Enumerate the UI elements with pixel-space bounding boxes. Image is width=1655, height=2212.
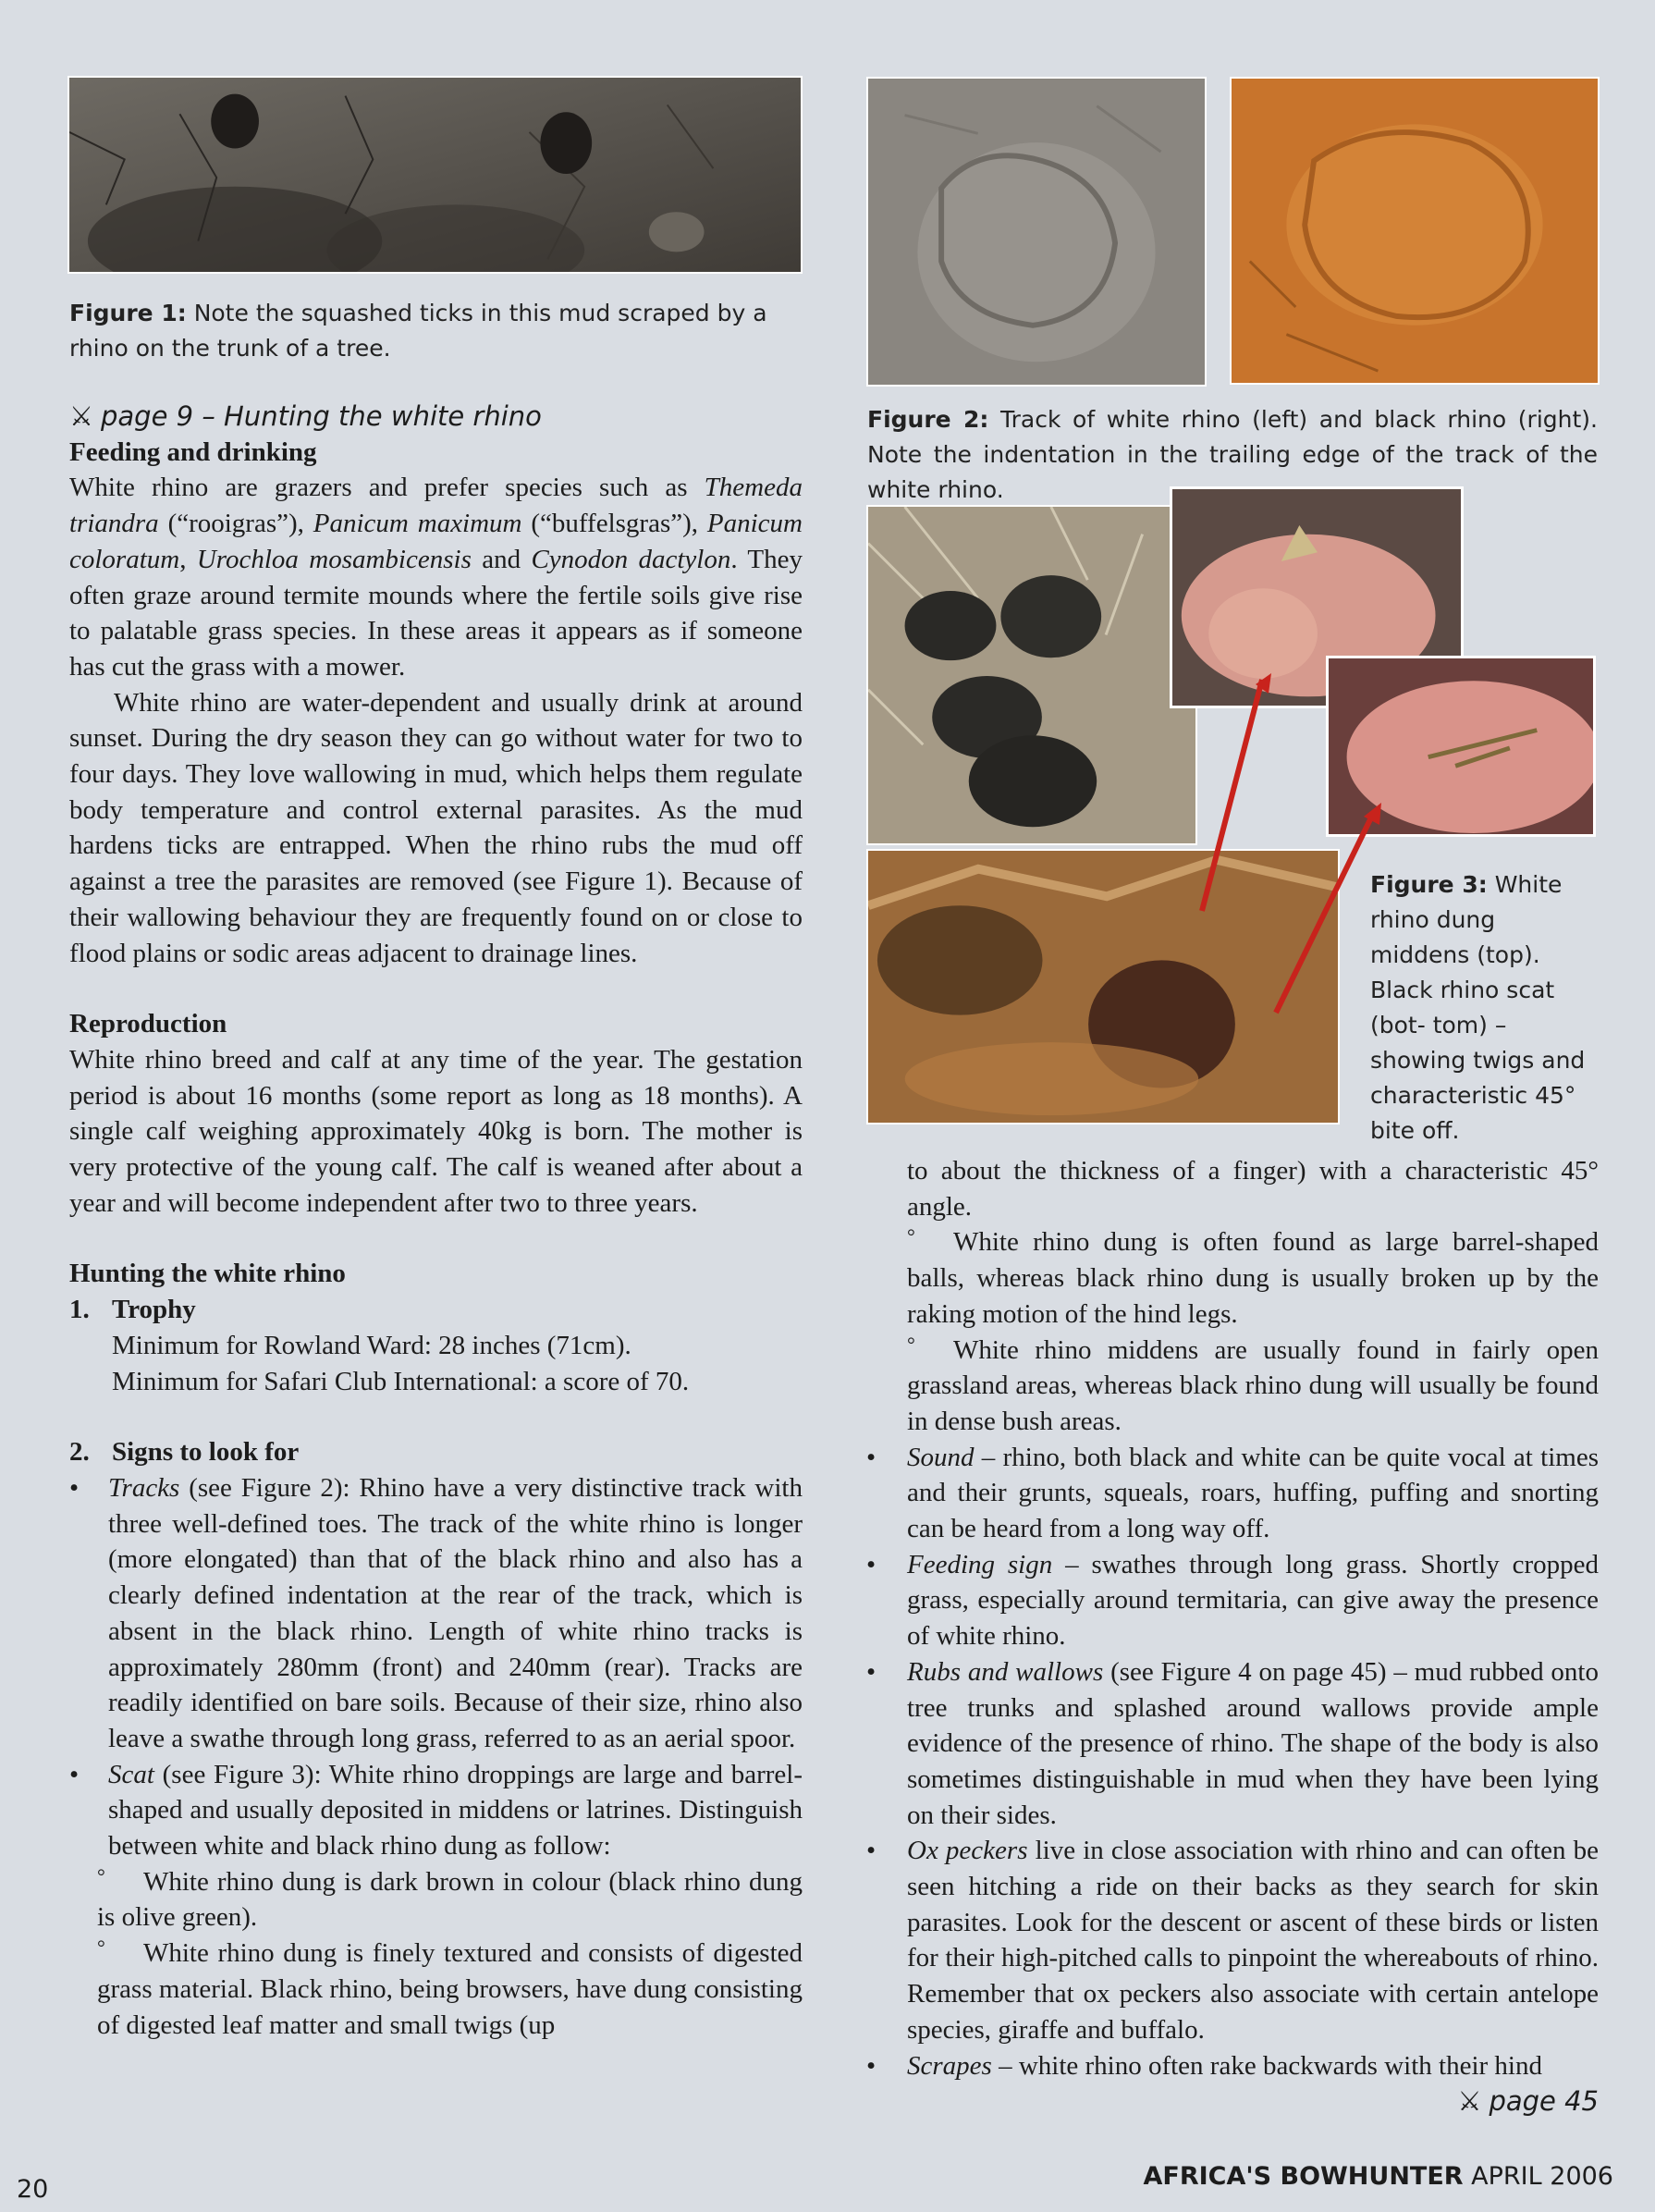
- feeding-heading: Feeding and drinking: [69, 436, 317, 467]
- figure-1-text: Note the squashed ticks in this mud scraped by a rhino on the trunk of a tree.: [69, 300, 767, 362]
- continued-to-link[interactable]: ⚔ page 45: [1457, 2085, 1599, 2118]
- magazine-issue: APRIL 2006: [1471, 2162, 1613, 2191]
- left-column: [69, 399, 803, 2043]
- archer-icon: ⚔: [69, 400, 93, 432]
- scat-sub-colour: ° White rhino dung is dark brown in colour (black rhino dung is olive green).: [97, 1863, 803, 1933]
- feeding-paragraph-2: White rhino are water-dependent and usually drink at around sunset. During the dry season they can go without water for two to four days. They love wallowing in mud, which helps them regulate body temperature and control external parasites. As the mud hardens ticks are entrapped. When the rhino rubs the mud off against a tree the parasites are removed (see Figure 1). Because of their wallowing behaviour they are frequently found on or close to flood plains or sodic areas adjacent to drainage lines.: [69, 687, 803, 968]
- figure-2-text: Track of white rhino (left) and black rhino (right). Note the indentation in the trailing edge of the track of the white rhino.: [867, 406, 1598, 503]
- figure-3-label: Figure 3:: [1370, 871, 1488, 898]
- bullet-ox-peckers: • Ox peckers live in close association with rhino and can often be seen hitching a ride on their backs as they search for skin parasites. Look for the descent or ascent of these birds or listen for their high-pitched calls to pinpoint the whereabouts of rhino. Remember that ox peckers also associate with certain antelope species, giraffe and buffalo.: [866, 1836, 1599, 2045]
- bullet-feeding-sign: • Feeding sign – swathes through long grass. Shortly cropped grass, especially around termitaria, can give away the presence of white rhino.: [866, 1549, 1599, 1652]
- page-number: 20: [17, 2175, 49, 2204]
- trophy-heading: 1. Trophy: [69, 1295, 196, 1325]
- trophy-sci: Minimum for Safari Club International: a score of 70.: [112, 1366, 690, 1396]
- figure-2-white-rhino-track-photo: [866, 77, 1207, 387]
- bullet-sound: • Sound – rhino, both black and white can be quite vocal at times and their grunts, squeals, roars, huffing, puffing and snorting can be heard from a long way off.: [866, 1442, 1599, 1544]
- bullet-tracks: • Tracks (see Figure 2): Rhino have a very distinctive track with three well-defined toes. The track of the white rhino is longer (more elongated) than that of the black rhino and also has a clearly defined indentation at the rear of the track, which is absent in the black rhino. Length of white rhino tracks is approximately 280mm (front) and 240mm (rear). Tracks are readily identified on bare soils. Because of their size, rhino also leave a swathe through long grass, referred to as an aerial spoor.: [69, 1472, 803, 1753]
- figure-2-caption: [867, 402, 1598, 508]
- trophy-rowland-ward: Minimum for Rowland Ward: 28 inches (71cm).: [112, 1330, 631, 1360]
- bullet-scrapes: • Scrapes – white rhino often rake backwards with their hind: [866, 2050, 1542, 2081]
- right-column: [866, 1153, 1599, 2120]
- figure-1-caption: [69, 296, 809, 366]
- scat-sub-texture: ° White rhino dung is finely textured and consists of digested grass material. Black rhino, being browsers, have dung consisting of digested leaf matter and small twigs (up: [97, 1936, 803, 2040]
- hunting-heading: Hunting the white rhino: [69, 1259, 346, 1289]
- scat-sub-middens: ° White rhino middens are usually found in fairly open grassland areas, whereas black rhino dung will usually be found in dense bush areas.: [907, 1332, 1599, 1436]
- feeding-paragraph-1: White rhino are grazers and prefer species such as Themeda triandra (“rooigras”), Panicum maximum (“buffelsgras”), Panicum coloratum, Urochloa mosambicensis and Cynodon dactylon. They often graze around termite mounds where the fertile soils give rise to palatable grass species. In these areas it appears as if someone has cut the grass with a mower.: [69, 473, 803, 682]
- figure-3-dung-midden-photo: [866, 505, 1197, 845]
- figure-1-photo: [67, 76, 803, 274]
- magazine-name: AFRICA'S BOWHUNTER: [1143, 2162, 1464, 2191]
- figure-3-pointer-arrows: [1183, 666, 1396, 1017]
- figure-3-text: White rhino dung middens (top). Black rhino scat (bot- tom) – showing twigs and characteristic 45° bite off.: [1370, 871, 1586, 1144]
- scat-sub-shape: ° White rhino dung is often found as large barrel-shaped balls, whereas black rhino dung is usually broken up by the raking motion of the hind legs.: [907, 1224, 1599, 1329]
- figure-1-label: Figure 1:: [69, 300, 187, 326]
- figure-2-black-rhino-track-photo: [1230, 77, 1600, 385]
- bullet-scat: • Scat (see Figure 3): White rhino droppings are large and barrel-shaped and usually deposited in middens or latrines. Distinguish between white and black rhino dung as follow:: [69, 1759, 803, 1862]
- signs-heading: 2. Signs to look for: [69, 1437, 300, 1468]
- magazine-masthead: [1143, 2162, 1613, 2191]
- figure-3-caption: [1370, 867, 1601, 1149]
- bullet-rubs-wallows: • Rubs and wallows (see Figure 4 on page 45) – mud rubbed onto tree trunks and splashed around wallows provide ample evidence of the presence of rhino. The shape of the body is also sometimes distinguishable in mud when they have been lying on their sides.: [866, 1656, 1599, 1830]
- scat-sub-texture-continued: to about the thickness of a finger) with a characteristic 45° angle.: [907, 1156, 1599, 1222]
- figure-2-label: Figure 2:: [867, 406, 989, 433]
- continued-from-link[interactable]: ⚔ page 9 – Hunting the white rhino: [69, 400, 542, 432]
- archer-icon: ⚔: [1457, 2085, 1482, 2118]
- reproduction-paragraph: White rhino breed and calf at any time of the year. The gestation period is about 16 months (some report as long as 18 months). A single calf weighing approximately 40kg is born. The mother is very protective of the young calf. The calf is weaned after about a year and will become independent after two to three years.: [69, 1044, 803, 1218]
- reproduction-heading: Reproduction: [69, 1009, 227, 1039]
